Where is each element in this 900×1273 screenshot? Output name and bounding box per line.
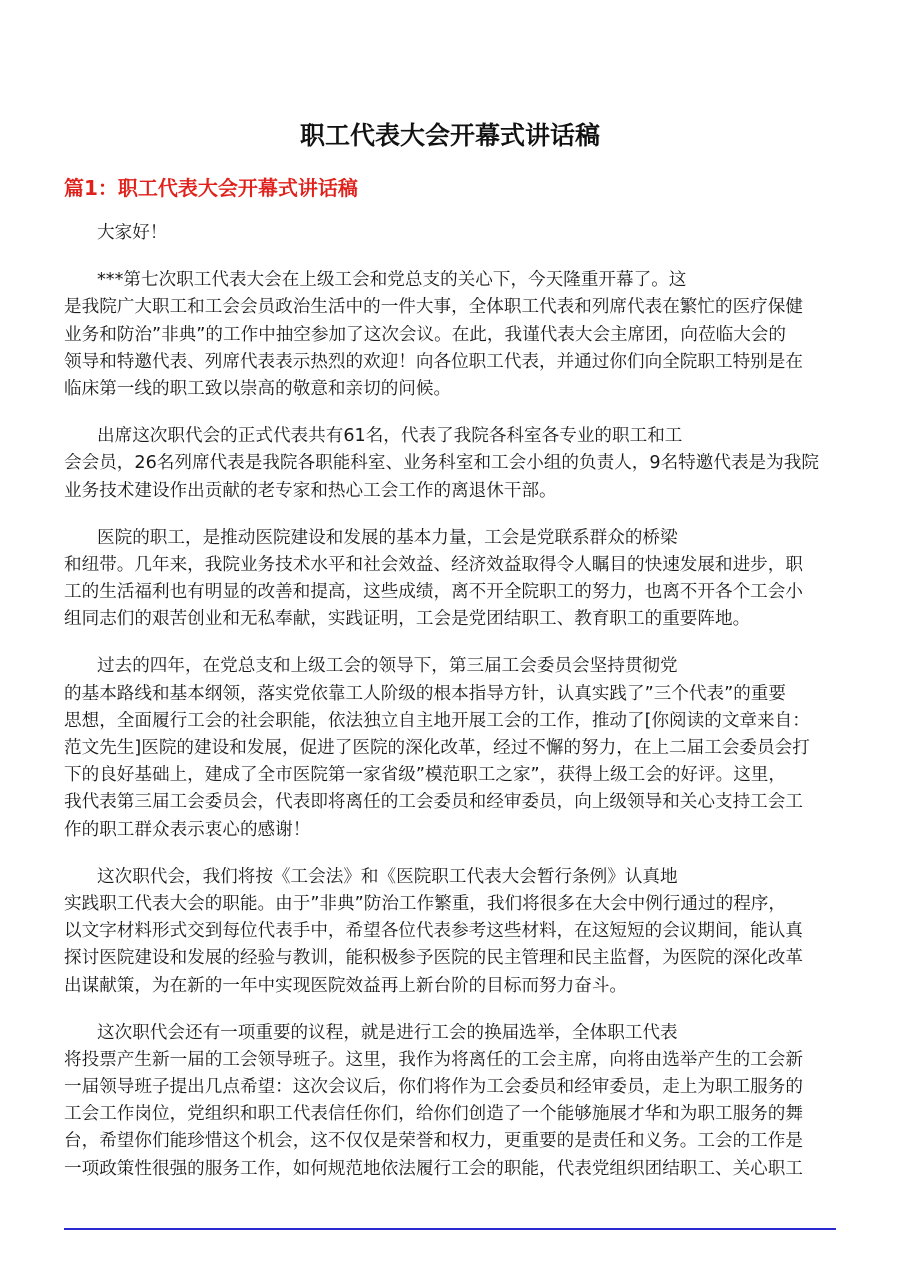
text-line: 范文先生]医院的建设和发展，促进了医院的深化改革，经过不懈的努力，在上二届工会委员会打 — [64, 738, 810, 758]
text-line: 医院的职工，是推动医院建设和发展的基本力量，工会是党联系群众的桥梁 — [97, 527, 678, 548]
text-line: 工的生活福利也有明显的改善和提高，这些成绩，离不开全院职工的努力，也离不开各个工会小 — [64, 582, 803, 603]
paragraph — [64, 423, 836, 505]
text-line: 实践职工代表大会的职能。由于”非典”防治工作繁重，我们将很多在大会中例行通过的程序， — [64, 893, 786, 914]
text-line: 探讨医院建设和发展的经验与教训，能积极参予医院的民主管理和民主监督，为医院的深化改革 — [64, 948, 803, 969]
text-line: 业务技术建设作出贡献的老专家和热心工会工作的离退休干部。 — [64, 480, 557, 501]
text-line: 会会员，26名列席代表是我院各职能科室、业务科室和工会小组的负责人，9名特邀代表是为我院 — [64, 453, 819, 474]
text-line: 出席这次职代会的正式代表共有61名，代表了我院各科室各专业的职工和工 — [97, 426, 683, 447]
text-line: 以文字材料形式交到每位代表手中，希望各位代表参考这些材料，在这短短的会议期间，能认真 — [64, 921, 803, 942]
text-line: 出谋献策，为在新的一年中实现医院效益再上新台阶的目标而努力奋斗。 — [64, 975, 628, 996]
text-line: 我代表第三届工会委员会，代表即将离任的工会委员和经审委员，向上级领导和关心支持工会工 — [64, 792, 803, 813]
text-line: 这次职代会还有一项重要的议程，就是进行工会的换届选举，全体职工代表 — [97, 1022, 678, 1043]
text-line: 和纽带。几年来，我院业务技术水平和社会效益、经济效益取得令人瞩目的快速发展和进步，职 — [64, 554, 803, 575]
text-line: ***第七次职工代表大会在上级工会和党总支的关心下，今天隆重开幕了。这 — [97, 270, 687, 291]
text-line: 领导和特邀代表、列席代表表示热烈的欢迎！向各位职工代表，并通过你们向全院职工特别是在 — [64, 351, 803, 372]
text-line: 台，希望你们能珍惜这个机会，这不仅仅是荣誉和权力，更重要的是责任和义务。工会的工作是 — [64, 1131, 803, 1152]
paragraph — [64, 653, 836, 843]
text-line: 一项政策性很强的服务工作，如何规范地依法履行工会的职能，代表党组织团结职工、关心职工 — [64, 1158, 803, 1179]
section-heading: 篇1：职工代表大会开幕式讲话稿 — [64, 176, 358, 200]
paragraph — [64, 220, 836, 247]
text-line: 是我院广大职工和工会会员政治生活中的一件大事，全体职工代表和列席代表在繁忙的医疗保健 — [64, 297, 803, 318]
text-line: 的基本路线和基本纲领，落实党依靠工人阶级的根本指导方针，认真实践了”三个代表”的重要 — [64, 683, 786, 704]
text-line: 思想，全面履行工会的社会职能，依法独立自主地开展工会的工作，推动了[你阅读的文章来自： — [64, 710, 810, 731]
paragraph — [64, 267, 836, 403]
text-line: 下的良好基础上，建成了全市医院第一家省级”模范职工之家”，获得上级工会的好评。这里， — [64, 765, 786, 786]
text-line: 一届领导班子提出几点希望：这次会议后，你们将作为工会委员和经审委员，走上为职工服务的 — [64, 1077, 803, 1098]
text-line: 工会工作岗位，党组织和职工代表信任你们，给你们创造了一个能够施展才华和为职工服务的舞 — [64, 1104, 803, 1125]
paragraph — [64, 864, 836, 1000]
text-line: 过去的四年，在党总支和上级工会的领导下，第三届工会委员会坚持贯彻党 — [97, 656, 678, 677]
text-line: 这次职代会，我们将按《工会法》和《医院职工代表大会暂行条例》认真地 — [97, 866, 678, 887]
footer-divider — [64, 1228, 836, 1230]
text-line: 业务和防治”非典”的工作中抽空参加了这次会议。在此，我谨代表大会主席团，向莅临大会的 — [64, 324, 786, 345]
document-body — [64, 220, 836, 1203]
text-line: 作的职工群众表示衷心的感谢！ — [64, 819, 311, 840]
paragraph — [64, 525, 836, 634]
text-line: 将投票产生新一届的工会领导班子。这里，我作为将离任的工会主席，向将由选举产生的工会新 — [64, 1049, 803, 1070]
document-title: 职工代表大会开幕式讲话稿 — [299, 121, 600, 150]
paragraph — [64, 1020, 836, 1183]
text-line: 临床第一线的职工致以崇高的敬意和亲切的问候。 — [64, 378, 452, 399]
text-line: 大家好！ — [97, 223, 168, 243]
text-line: 组同志们的艰苦创业和无私奉献，实践证明，工会是党团结职工、教育职工的重要阵地。 — [64, 609, 751, 630]
